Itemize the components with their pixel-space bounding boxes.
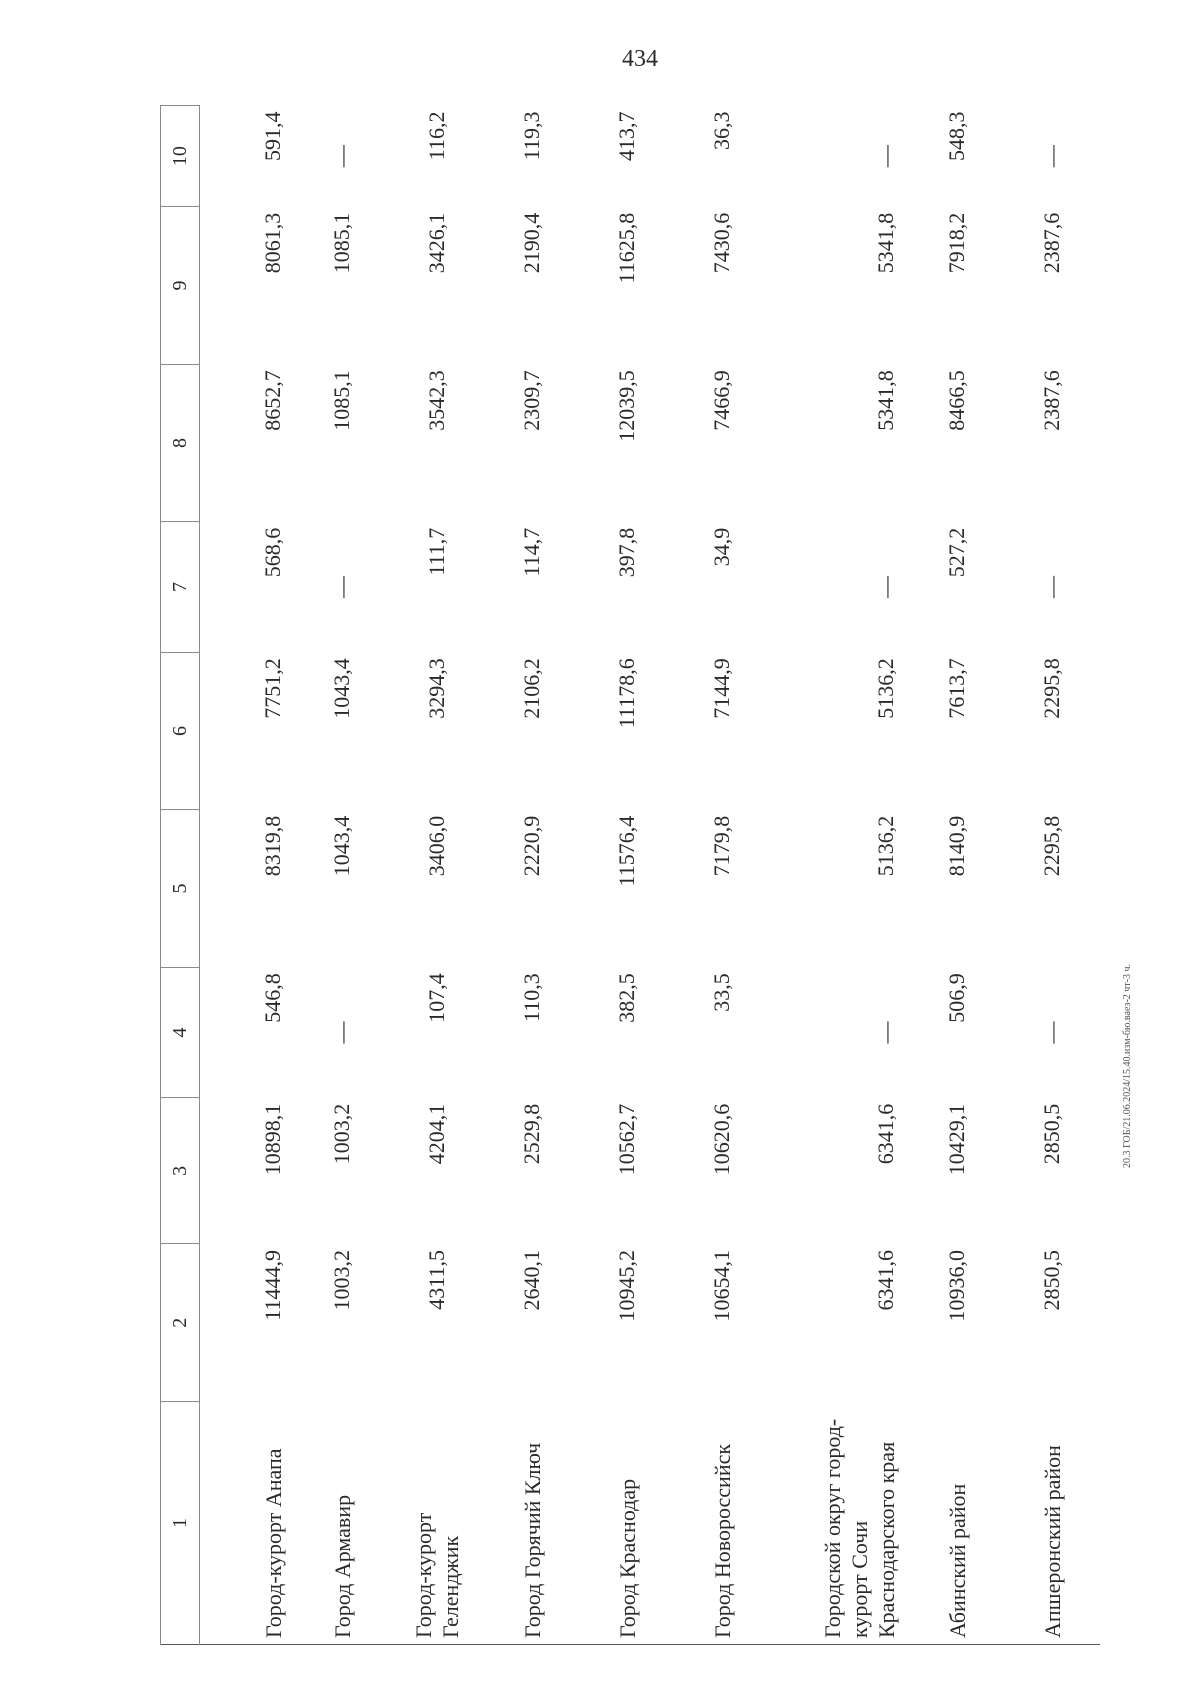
row-name: Апшеронский район	[1005, 1402, 1100, 1645]
table-cell: 8061,3	[259, 212, 285, 274]
table-cell: 10936,0	[944, 1250, 969, 1322]
table-cell: 36,3	[709, 111, 734, 150]
table-cell: 7466,9	[709, 370, 734, 431]
table-cell: 7613,7	[944, 658, 969, 719]
table-cell: 3426,1	[424, 212, 449, 274]
table-cell: 1043,4	[329, 815, 354, 877]
table-cell: 7751,2	[259, 658, 285, 719]
table-cell: 3542,3	[424, 370, 449, 431]
table-cell: 8319,8	[259, 815, 285, 877]
table-cell: 7918,2	[944, 212, 969, 274]
table-cell: 6341,6	[872, 1103, 898, 1165]
table-cell: 2640,1	[519, 1250, 544, 1311]
table-cell: 11625,8	[614, 212, 639, 284]
column-header: 3	[161, 1098, 200, 1244]
table-row	[485, 106, 580, 1645]
table-cell: 114,7	[519, 527, 544, 577]
table-cell: 10429,1	[944, 1103, 969, 1176]
table-cell: 1085,1	[329, 370, 354, 431]
table-cell: —	[329, 145, 354, 168]
table-cell: 33,5	[709, 973, 734, 1012]
table-cell: 12039,5	[614, 370, 639, 442]
table-cell: 10898,1	[259, 1103, 285, 1176]
column-header: 6	[161, 652, 200, 810]
table-cell: 11178,6	[614, 658, 639, 729]
table-cell: —	[1039, 145, 1064, 168]
table-cell: 2190,4	[519, 212, 544, 274]
column-header: 5	[161, 810, 200, 968]
table-cell: —	[872, 145, 898, 168]
table-cell: 2529,8	[519, 1103, 544, 1165]
table-cell: 8466,5	[944, 370, 969, 431]
table-cell: 10620,6	[709, 1103, 734, 1176]
table-row	[1005, 106, 1100, 1645]
row-name: Город Армавир	[295, 1402, 390, 1645]
table-cell: 7144,9	[709, 658, 734, 719]
row-name: Город Новороссийск	[675, 1402, 770, 1645]
table-cell: 591,4	[259, 111, 285, 161]
table-cell: 6341,6	[872, 1250, 898, 1311]
table-cell: 34,9	[709, 527, 734, 567]
table-row	[910, 106, 1005, 1645]
table-cell: —	[1039, 1021, 1064, 1044]
table-row	[295, 106, 390, 1645]
table-cell: 111,7	[424, 527, 449, 576]
table-row	[200, 106, 295, 1645]
table-cell: 1003,2	[329, 1250, 354, 1311]
table-row	[390, 106, 485, 1645]
table-cell: 568,6	[259, 527, 285, 578]
table-cell: 2309,7	[519, 370, 544, 431]
table-cell: 5136,2	[872, 815, 898, 877]
row-name: Город Горячий Ключ	[485, 1402, 580, 1645]
table-cell: 8652,7	[259, 370, 285, 431]
table-cell: 107,4	[424, 973, 449, 1023]
table-cell: 548,3	[944, 111, 969, 161]
table-cell: 116,2	[424, 111, 449, 161]
page-number: 434	[622, 46, 658, 72]
table-cell: 3294,3	[424, 658, 449, 719]
table-cell: 8140,9	[944, 815, 969, 877]
table-row	[580, 106, 675, 1645]
table-cell: 382,5	[614, 973, 639, 1023]
row-name: Город Краснодар	[580, 1402, 675, 1645]
data-table	[160, 105, 1100, 1645]
row-name: Город-курорт Анапа	[200, 1402, 295, 1645]
table-cell: 11444,9	[259, 1250, 285, 1321]
table-cell: 10945,2	[614, 1250, 639, 1322]
table-cell: 2295,8	[1039, 658, 1064, 719]
row-name: Городской округ город-курорт Сочи Краснодарского края	[770, 1402, 910, 1645]
table-cell: —	[329, 576, 354, 598]
table-cell: —	[1039, 576, 1064, 598]
table-cell: 7179,8	[709, 815, 734, 877]
table-cell: 119,3	[519, 111, 544, 161]
table-cell: 5341,8	[872, 370, 898, 431]
table-cell: 2387,6	[1039, 370, 1064, 431]
table-cell: 10562,7	[614, 1103, 639, 1176]
table-cell: 506,9	[944, 973, 969, 1023]
table-cell: 527,2	[944, 527, 969, 578]
table-cell: 2106,2	[519, 658, 544, 719]
table-cell: 4311,5	[424, 1250, 449, 1310]
table-cell: 3406,0	[424, 815, 449, 877]
column-header: 10	[161, 106, 200, 207]
table-cell: 413,7	[614, 111, 639, 161]
column-header: 2	[161, 1244, 200, 1402]
table-cell: 5341,8	[872, 212, 898, 274]
table-cell: 7430,6	[709, 212, 734, 274]
table-cell: 110,3	[519, 973, 544, 1022]
table-cell: 2295,8	[1039, 815, 1064, 877]
table-cell: 2850,5	[1039, 1103, 1064, 1165]
column-header: 7	[161, 522, 200, 653]
table-cell: 2850,5	[1039, 1250, 1064, 1311]
row-name: Город-курорт Геленджик	[390, 1402, 485, 1645]
table-cell: 2220,9	[519, 815, 544, 877]
table-cell: 4204,1	[424, 1103, 449, 1165]
table-cell: 546,8	[259, 973, 285, 1023]
rotated-table-container	[160, 105, 1070, 1645]
column-header: 9	[161, 207, 200, 365]
document-footer-code: 20.3 ГОБ/21.06.2024/15.40.изм-бю.ваез-2 чт-3 ч.	[1122, 963, 1133, 1168]
table-cell: 11576,4	[614, 815, 639, 887]
table-cell: 5136,2	[872, 658, 898, 719]
table-cell: —	[872, 1021, 898, 1044]
table-cell: 2387,6	[1039, 212, 1064, 274]
column-header: 4	[161, 967, 200, 1098]
table-cell: —	[872, 576, 898, 598]
table-cell: 1085,1	[329, 212, 354, 274]
column-header: 1	[161, 1402, 200, 1645]
table-row	[675, 106, 770, 1645]
row-name: Абинский район	[910, 1402, 1005, 1645]
table-row	[770, 106, 910, 1645]
table-cell: 1003,2	[329, 1103, 354, 1165]
table-header-row	[161, 106, 200, 1645]
column-header: 8	[161, 364, 200, 522]
table-cell: 397,8	[614, 527, 639, 578]
table-cell: —	[329, 1021, 354, 1044]
table-cell: 10654,1	[709, 1250, 734, 1322]
table-cell: 1043,4	[329, 658, 354, 719]
